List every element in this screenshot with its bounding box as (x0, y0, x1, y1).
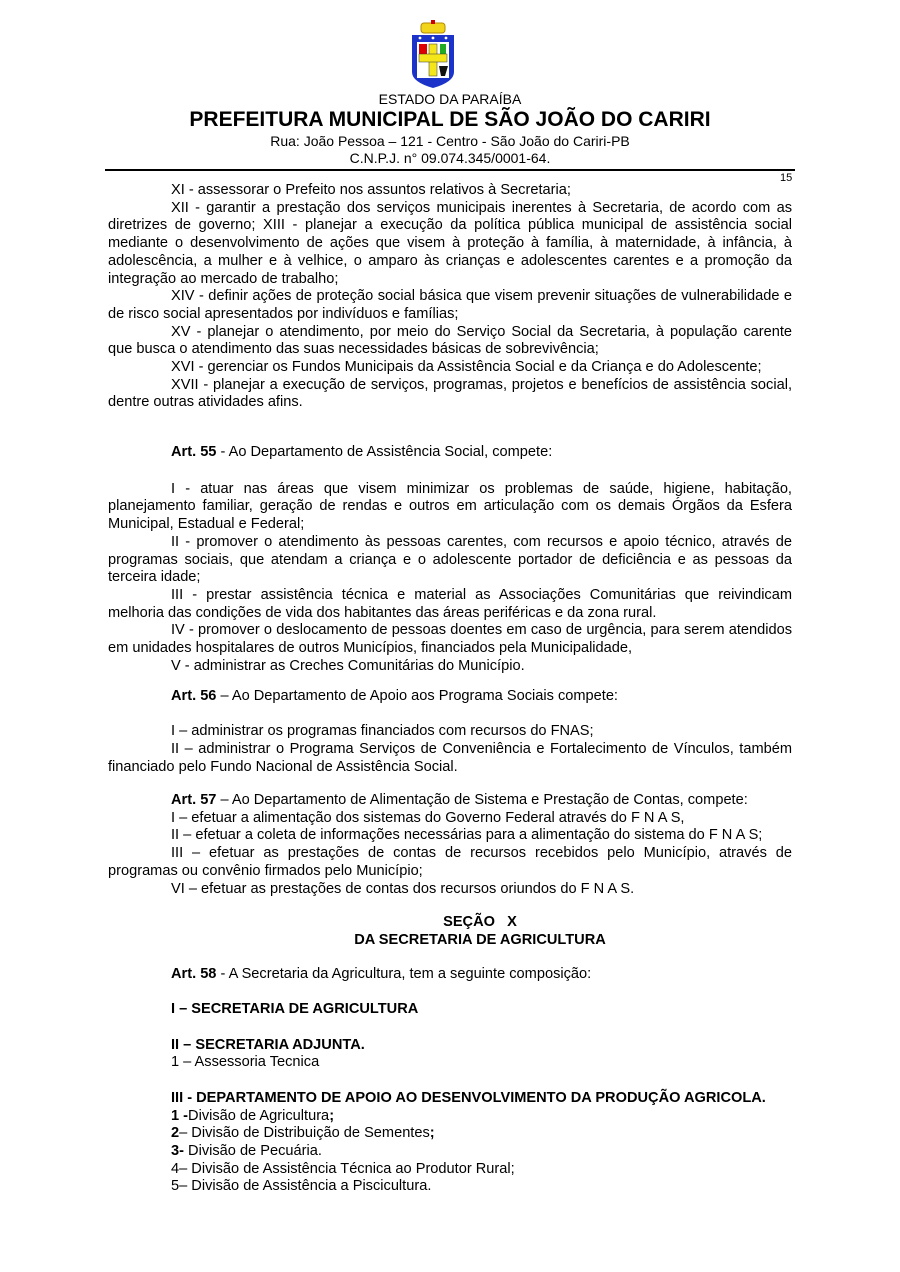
item-end: ; (429, 1125, 435, 1142)
item-number: 3- (171, 1142, 184, 1159)
municipal-coat-of-arms-icon (410, 20, 456, 90)
state-name: ESTADO DA PARAÍBA (378, 91, 522, 107)
list-item: 5– Divisão de Assistência a Piscicultura. (171, 1178, 432, 1195)
article-label: Art. 55 (171, 444, 217, 460)
header-divider (105, 169, 795, 171)
article-heading (108, 688, 792, 706)
article-heading (108, 444, 792, 462)
article-intro: – Ao Departamento de Apoio aos Programa Sociais compete: (216, 688, 618, 704)
item-text: Divisão de Pecuária. (183, 1142, 322, 1159)
page-title: PREFEITURA MUNICIPAL DE SÃO JOÃO DO CARIRI (189, 108, 711, 131)
article-intro: – Ao Departamento de Alimentação de Sistema e Prestação de Contas, compete: (216, 792, 748, 808)
list-item: I – efetuar a alimentação dos sistemas do Governo Federal através do F N A S, (171, 809, 685, 826)
article-label: Art. 56 (171, 688, 217, 704)
list-item: 4– Divisão de Assistência Técnica ao Produtor Rural; (171, 1160, 515, 1177)
list-item (108, 1125, 792, 1143)
subsection-heading: II – SECRETARIA ADJUNTA. (171, 1036, 365, 1053)
list-item: II - promover o atendimento às pessoas carentes, com recursos e apoio técnico, através de programas sociais, que atendam a criança e o adolescente portador de deficiência e as pessoas da terceira idade; (108, 533, 792, 586)
list-item: I – administrar os programas financiados com recursos do FNAS; (171, 723, 594, 740)
cnpj: C.N.P.J. n° 09.074.345/0001-64. (349, 150, 551, 166)
page-number: 15 (780, 172, 793, 184)
list-item: II – efetuar a coleta de informações necessárias para a alimentação do sistema do F N A S; (171, 827, 763, 844)
article-57 (108, 792, 792, 898)
article-intro: - A Secretaria da Agricultura, tem a seguinte composição: (216, 966, 592, 982)
article-label: Art. 57 (171, 792, 217, 808)
article-56 (108, 688, 792, 777)
list-item: XVI - gerenciar os Fundos Municipais da Assistência Social e da Criança e do Adolescente; (171, 359, 762, 376)
list-item: II – administrar o Programa Serviços de Conveniência e Fortalecimento de Vínculos, também financiado pelo Fundo Nacional de Assistência Social. (108, 741, 792, 775)
item-text: Divisão de Agricultura (188, 1107, 330, 1124)
list-item: VI – efetuar as prestações de contas dos recursos oriundos do F N A S. (171, 880, 635, 897)
subsection-heading: I – SECRETARIA DE AGRICULTURA (171, 1001, 419, 1018)
article-heading (108, 792, 792, 810)
secretaria-duties-list (108, 182, 792, 412)
article-intro: - Ao Departamento de Assistência Social, compete: (216, 444, 553, 460)
section-title: DA SECRETARIA DE AGRICULTURA (354, 932, 606, 948)
address: Rua: João Pessoa – 121 - Centro - São João do Cariri-PB (270, 133, 630, 149)
list-item: III – efetuar as prestações de contas de recursos recebidos pelo Município, através de programas ou convênio firmados pelo Município; (108, 845, 792, 879)
item-end: ; (329, 1107, 335, 1124)
article-58 (108, 966, 792, 1196)
list-item: XI - assessorar o Prefeito nos assuntos relativos à Secretaria; (171, 182, 571, 198)
list-item: IV - promover o deslocamento de pessoas doentes em caso de urgência, para serem atendidos em unidades hospitalares de outros Municípios, financiados pela Municipalidade, (108, 622, 792, 657)
list-item: XV - planejar o atendimento, por meio do Serviço Social da Secretaria, à população carente que busca o atendimento das suas necessidades básicas de sobrevivência; (108, 323, 792, 358)
list-item: XII - garantir a prestação dos serviços municipais inerentes à Secretaria, de acordo com as diretrizes de governo; XIII - planejar a execução da política pública municipal de assistência social mediante o desenvolvimento de ações que visem à proteção à família, à maternidade, à infância, à adolescência, a mulher e à velhice, o amparo às crianças e adolescentes carentes e a promoção da integração ao mercado de trabalho; (108, 199, 792, 287)
subsection-heading: III - DEPARTAMENTO DE APOIO AO DESENVOLVIMENTO DA PRODUÇÃO AGRICOLA. (171, 1089, 766, 1106)
list-item: V - administrar as Creches Comunitárias do Município. (171, 657, 525, 674)
list-item (108, 1108, 792, 1126)
list-item: 1 – Assessoria Tecnica (171, 1054, 320, 1071)
list-item: XIV - definir ações de proteção social básica que visem prevenir situações de vulnerabilidade e de risco social apresentados por indivíduos e famílias; (108, 288, 792, 322)
item-number: 1 - (171, 1107, 189, 1124)
list-item: I - atuar nas áreas que visem minimizar os problemas de saúde, higiene, habitação, planejamento familiar, geração de rendas e outros em articulação com os demais Órgãos da Esfera Municipal, Estadual e Federal; (108, 480, 792, 533)
item-text: – Divisão de Distribuição de Sementes (179, 1125, 430, 1142)
article-heading (108, 966, 792, 984)
article-55 (108, 444, 792, 675)
list-item: XVII - planejar a execução de serviços, programas, projetos e benefícios de assistência social, dentre outras atividades afins. (108, 376, 792, 411)
list-item: III - prestar assistência técnica e material as Associações Comunitárias que reivindicam melhoria das condições de vida dos habitantes das áreas periféricas e da zona rural. (108, 586, 792, 621)
list-item (108, 1143, 792, 1161)
section-number: SEÇÃO X (443, 914, 517, 930)
item-number: 2 (171, 1125, 180, 1142)
article-label: Art. 58 (171, 966, 217, 982)
